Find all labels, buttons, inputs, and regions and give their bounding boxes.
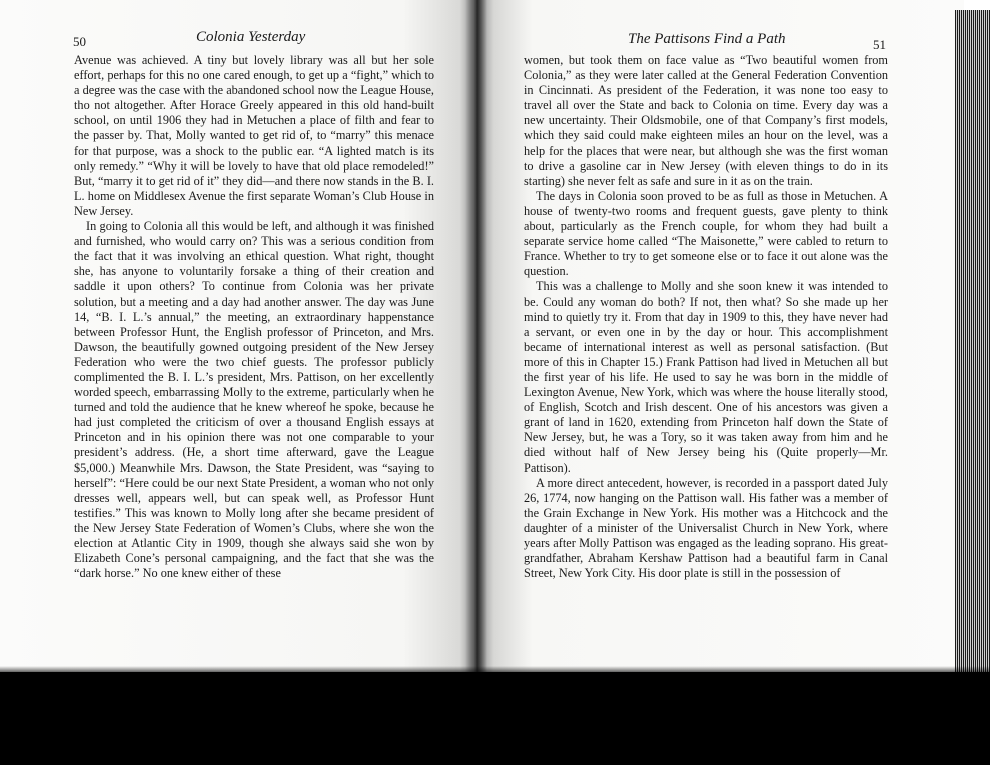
page-edges bbox=[955, 10, 990, 672]
book-gutter bbox=[465, 0, 487, 690]
page-body bbox=[74, 53, 434, 581]
running-head: Colonia Yesterday bbox=[196, 29, 306, 45]
page-number: 51 bbox=[873, 37, 886, 52]
paragraph: This was a challenge to Molly and she soon knew it was intended to be. Could any woman do both? If not, then what? So she made up her mind to quietly try it. From that day in 1909 to this, they have never had a servant, or even one in by the day or hour. This accomplishment became of international interest as well as personal satisfaction. (But more of this in Chapter 15.) Frank Pattison had lived in Metuchen all but the first year of his life. He used to say he was born in the middle of Lexington Avenue, New York, which was where the house literally stood, of English, Scotch and Irish descent. One of his ancestors was given a grant of land in 1620, extending from Princeton half down the State of New Jersey, but, he was a Tory, so it was taken away from him and he died without half of New Jersey being his (Quite properly—Mr. Pattison). bbox=[524, 279, 888, 475]
left-page bbox=[0, 0, 474, 672]
paragraph: Avenue was achieved. A tiny but lovely library was all but her sole effort, perhaps for this no one cared enough, to get up a “fight,” which to a degree was the case with the abandoned school now the League House, tho not altogether. After Horace Greely appeared in this old hand-built school, on until 1906 they had in Metuchen a place of filth and fear to the passer by. That, Molly wanted to get rid of, to “marry” this menace for that purpose, was a shock to the public ear. “A lighted match is its only remedy.” “Why it will be lovely to have that old place remodeled!” But, “marry it to get rid of it” they did—and there now stands in the B. I. L. home on Middlesex Avenue the first separate Woman’s Club House in New Jersey. bbox=[74, 53, 434, 218]
paragraph: The days in Colonia soon proved to be as full as those in Metuchen. A house of twenty-two rooms and frequent guests, gave plenty to think about, particularly as the French couple, for whom they had built a separate service home called “The Maisonette,” were cabled to return to France. Whether to try to get someone else or to face it out alone was the question. bbox=[524, 188, 888, 279]
right-page bbox=[474, 0, 964, 672]
paragraph: women, but took them on face value as “Two beautiful women from Colonia,” as they were later called at the General Federation Convention in Cincinnati. As president of the Federation, it was none too easy to travel all over the State and back to Colonia on time. Every day was a new uncertainty. Their Oldsmobile, one of that Company’s first models, which they said could make eighteen miles an hour on the level, was a help for the places that were near, but although she was the first woman to drive a gasoline car in New Jersey (with eleven things to do in its starting) she never felt as safe and sure in it as on the train. bbox=[524, 53, 888, 188]
scanner-bed bbox=[0, 672, 990, 765]
running-head: The Pattisons Find a Path bbox=[628, 31, 786, 47]
page-number: 50 bbox=[73, 34, 86, 49]
paragraph: A more direct antecedent, however, is recorded in a passport dated July 26, 1774, now hanging on the Pattison wall. His father was a member of the Grain Exchange in New York. His mother was a Hitchcock and the daughter of a minister of the Universalist Church in New York, where years after Molly Pattison was engaged as the leading soprano. His great-grandfather, Abraham Kershaw Pattison had a beautiful farm in Canal Street, New York City. His door plate is still in the possession of bbox=[524, 475, 888, 581]
paragraph: In going to Colonia all this would be left, and although it was finished and furnished, who would carry on? This was a serious condition from the fact that it was involving an ethical question. What right, thought she, has anyone to voluntarily forsake a thing of their creation and saddle it upon others? To continue from Colonia was her private solution, but a meeting and a day had another answer. The day was June 14, “B. I. L.’s annual,” the meeting, an extraordinary happenstance between Professor Hunt, the English professor of Princeton, and Mrs. Dawson, the beautifully gowned outgoing president of the New Jersey Federation who were the two chief guests. The professor publicly complimented the B. I. L.’s president, Mrs. Pattison, on her excellently worded speech, embarrassing Molly to the extreme, particularly when he turned and told the audience that he knew whereof he spoke, because he had just completed the criticism of over a thousand English essays at Princeton and in his opinion there was not one comparable to your president’s address. (He, a short time afterward, gave the League $5,000.) Meanwhile Mrs. Dawson, the State President, was “saying to herself”: “Here could be our next State President, a woman who not only dresses well, appears well, but can speak well, as Professor Hunt testifies.” This was known to Molly long after she became president of the New Jersey State Federation of Women’s Clubs, where she won the election at Atlantic City in 1909, though she always said she won by Elizabeth Cone’s personal campaigning, and the fact that she was the “dark horse.” No one knew either of these bbox=[74, 219, 434, 581]
